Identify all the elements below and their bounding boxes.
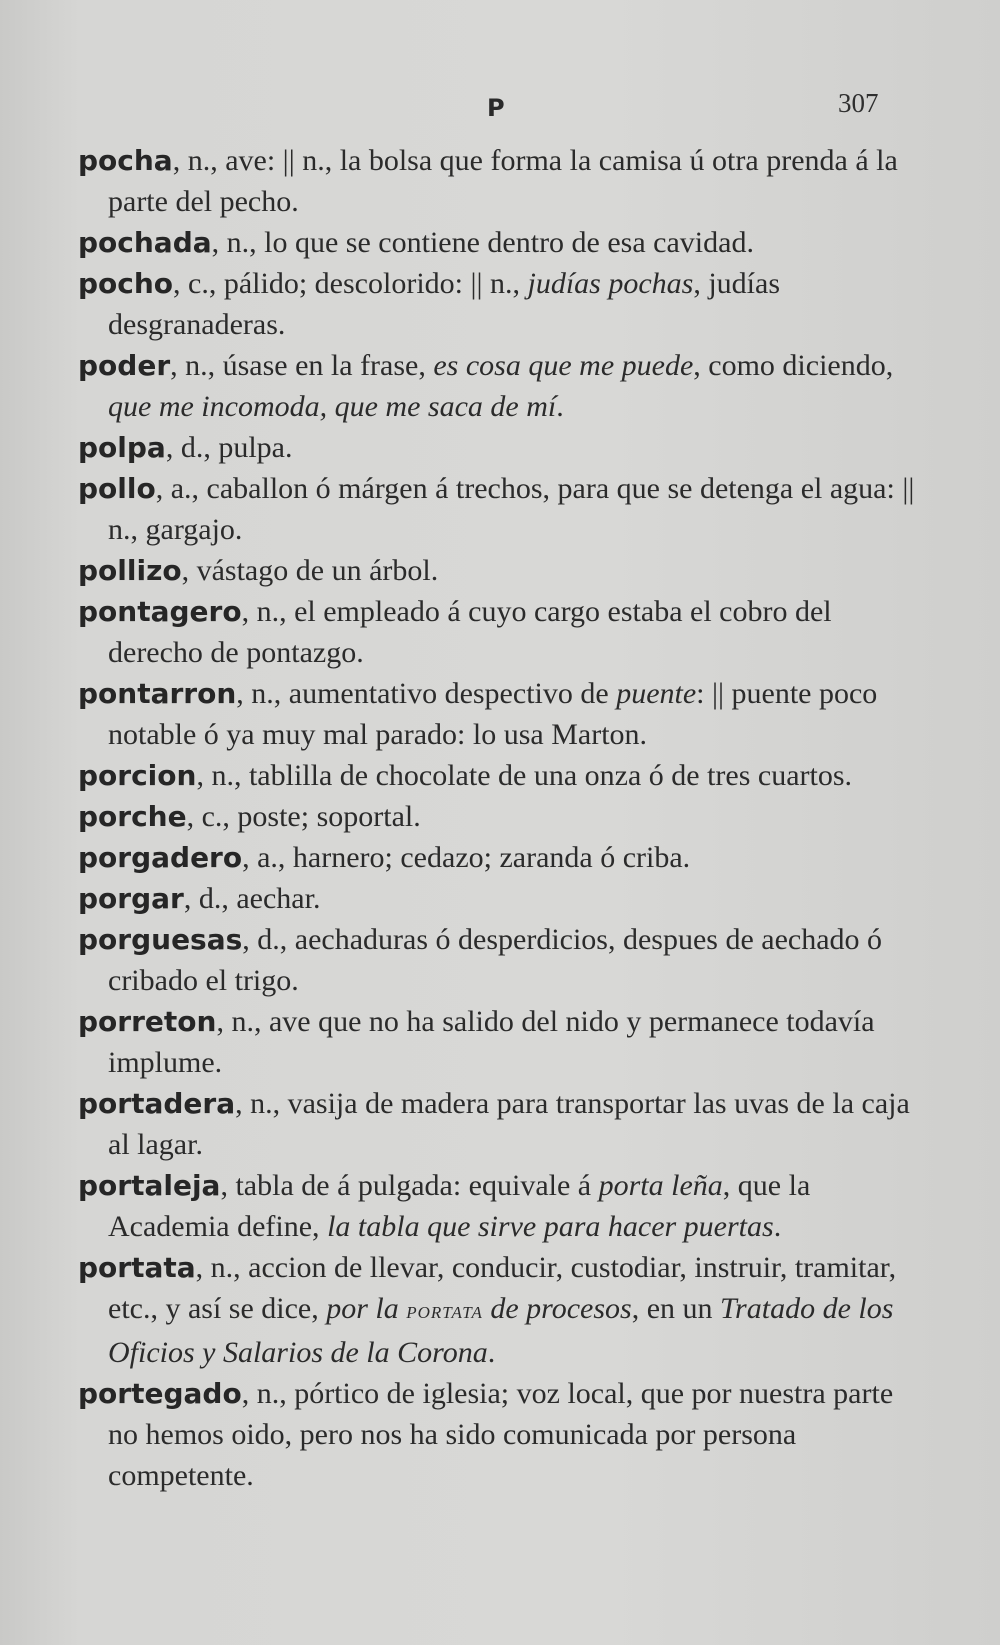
definition-text: , d., aechaduras ó desperdicios, despues de aechado ó cribado el trigo.: [108, 923, 883, 997]
dictionary-entry: [78, 673, 918, 755]
headword: portaleja: [78, 1169, 221, 1202]
definition-text: , n., lo que se contiene dentro de esa cavidad.: [211, 226, 754, 259]
headword: porguesas: [78, 923, 243, 956]
definition-text: , n., accion de llevar, conducir, custodiar, instruir, tramitar, etc., y así se dice,: [108, 1251, 897, 1325]
definition-text: , d., pulpa.: [165, 431, 293, 464]
definition-text: .: [773, 1210, 782, 1243]
italic-text: judías pochas: [527, 267, 694, 300]
dictionary-entry: [78, 878, 918, 919]
definition-text: , n., tablilla de chocolate de una onza ó de tres cuartos.: [196, 759, 853, 792]
headword: pontagero: [78, 595, 242, 628]
dictionary-entry: [78, 755, 918, 796]
headword: pocha: [78, 144, 173, 177]
italic-text: porta leña: [598, 1169, 723, 1202]
definition-text: , n., vasija de madera para transportar las uvas de la caja al lagar.: [108, 1087, 910, 1161]
dictionary-entry: [78, 1001, 918, 1083]
headword: porche: [78, 800, 187, 833]
headword: porcion: [78, 759, 197, 792]
dictionary-entry: [78, 550, 918, 591]
dictionary-entry: [78, 140, 918, 222]
italic-text: Tratado de los Oficios y Salarios de la Corona: [108, 1292, 894, 1369]
headword: portegado: [78, 1377, 242, 1410]
dictionary-entry: [78, 1083, 918, 1165]
headword: polpa: [78, 431, 166, 464]
small-caps-text: portata: [406, 1298, 483, 1324]
definition-text: , n., ave: || n., la bolsa que forma la camisa ú otra prenda á la parte del pecho.: [108, 144, 898, 218]
dictionary-entry: [78, 263, 918, 345]
definition-text: , como diciendo,: [693, 349, 894, 382]
headword: poder: [78, 349, 171, 382]
headword: pollizo: [78, 554, 182, 587]
definition-text: , d., aechar.: [183, 882, 321, 915]
dictionary-entry: [78, 468, 918, 550]
italic-text: puente: [616, 677, 697, 710]
definition-text: , n., aumentativo despectivo de: [236, 677, 617, 710]
headword: pontarron: [78, 677, 237, 710]
definition-text: , vástago de un árbol.: [181, 554, 439, 587]
headword: pochada: [78, 226, 212, 259]
headword: pocho: [78, 267, 174, 300]
definition-text: , c., poste; soportal.: [186, 800, 421, 833]
dictionary-entry: [78, 1373, 918, 1496]
definition-text: , tabla de á pulgada: equivale á: [220, 1169, 599, 1202]
dictionary-entry: [78, 427, 918, 468]
headword: porgar: [78, 882, 184, 915]
dictionary-entry: [78, 1165, 918, 1247]
italic-text: que me incomoda, que me saca de mí: [108, 390, 557, 423]
entry-list: [78, 140, 918, 1496]
definition-text: , n., úsase en la frase,: [170, 349, 434, 382]
headword: portadera: [78, 1087, 236, 1120]
section-letter: P: [487, 94, 505, 122]
dictionary-entry: [78, 796, 918, 837]
dictionary-entry: [78, 837, 918, 878]
definition-text: .: [556, 390, 564, 423]
definition-text: : || puente poco notable ó ya muy mal parado: lo usa Marton.: [108, 677, 878, 751]
definition-text: , c., pálido; descolorido: || n.,: [173, 267, 528, 300]
italic-text: la tabla que sirve para hacer puertas: [327, 1210, 774, 1243]
italic-text: es cosa que me puede: [433, 349, 694, 382]
italic-text: de procesos: [482, 1292, 632, 1325]
definition-text: , a., harnero; cedazo; zaranda ó criba.: [242, 841, 691, 874]
definition-text: , n., ave que no ha salido del nido y permanece todavía implume.: [108, 1005, 875, 1079]
italic-text: por la: [326, 1292, 407, 1325]
dictionary-entry: [78, 222, 918, 263]
definition-text: , en un: [631, 1292, 721, 1325]
headword: porreton: [78, 1005, 217, 1038]
definition-text: , a., caballon ó márgen á trechos, para que se detenga el agua: || n., gargajo.: [108, 472, 915, 546]
page-header: [0, 88, 1000, 128]
definition-text: , que la Academia define,: [108, 1169, 811, 1243]
dictionary-entry: [78, 591, 918, 673]
dictionary-entry: [78, 919, 918, 1001]
definition-text: , n., el empleado á cuyo cargo estaba el cobro del derecho de pontazgo.: [108, 595, 832, 669]
headword: pollo: [78, 472, 156, 505]
page-number: 307: [838, 88, 879, 118]
dictionary-entry: [78, 345, 918, 427]
headword: portata: [78, 1251, 196, 1284]
dictionary-entry: [78, 1247, 918, 1373]
headword: porgadero: [78, 841, 243, 874]
definition-text: .: [487, 1336, 496, 1369]
definition-text: , judías desgranaderas.: [108, 267, 781, 341]
definition-text: , n., pórtico de iglesia; voz local, que por nuestra parte no hemos oido, pero nos ha sido comunicada por persona competente.: [108, 1377, 894, 1492]
